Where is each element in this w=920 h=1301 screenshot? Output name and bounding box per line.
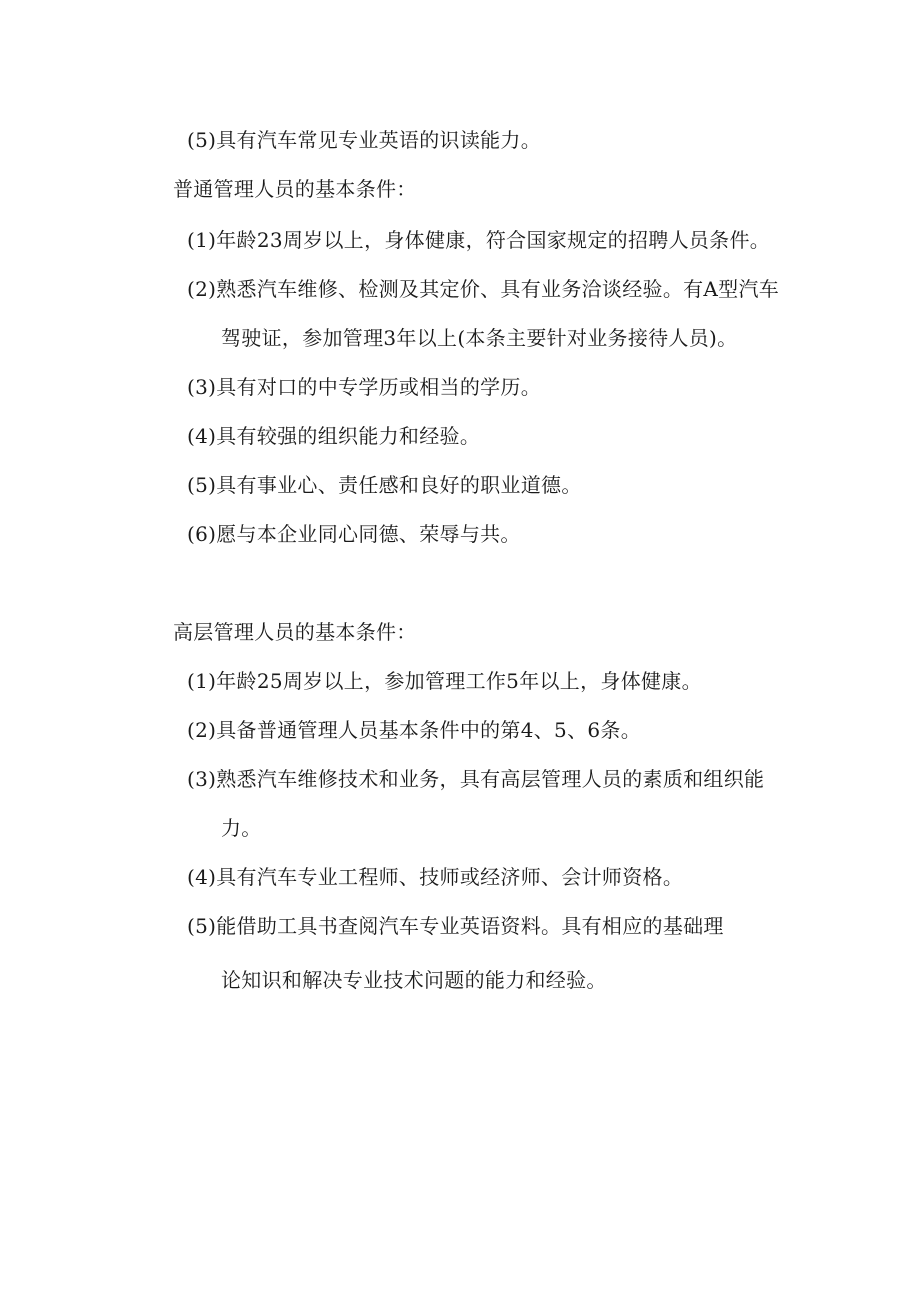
list-item-continuation: 论知识和解决专业技术问题的能力和经验。 [221, 968, 607, 992]
list-item: (3)具有对口的中专学历或相当的学历。 [187, 375, 542, 399]
list-item: (4)具有汽车专业工程师、技师或经济师、会计师资格。 [187, 865, 684, 889]
section-heading-senior: 高层管理人员的基本条件： [173, 620, 417, 644]
list-item: (2)熟悉汽车维修、检测及其定价、具有业务洽谈经验。有A型汽车 [187, 277, 780, 301]
section-heading-general: 普通管理人员的基本条件： [173, 177, 417, 201]
list-item: (1)年龄25周岁以上，参加管理工作5年以上，身体健康。 [187, 669, 702, 693]
list-item: (5)具有事业心、责任感和良好的职业道德。 [187, 473, 582, 497]
list-item: (2)具备普通管理人员基本条件中的第4、5、6条。 [187, 718, 642, 742]
list-item-continuation: 力。 [221, 816, 262, 840]
list-item-continuation: 驾驶证，参加管理3年以上(本条主要针对业务接待人员)。 [221, 326, 738, 350]
list-item: (4)具有较强的组织能力和经验。 [187, 424, 481, 448]
list-item: (1)年龄23周岁以上，身体健康，符合国家规定的招聘人员条件。 [187, 228, 771, 252]
list-item: (5)能借助工具书查阅汽车专业英语资料。具有相应的基础理 [187, 914, 724, 938]
list-item: (3)熟悉汽车维修技术和业务，具有高层管理人员的素质和组织能 [187, 767, 765, 791]
list-item: (5)具有汽车常见专业英语的识读能力。 [187, 128, 542, 152]
list-item: (6)愿与本企业同心同德、荣辱与共。 [187, 522, 521, 546]
